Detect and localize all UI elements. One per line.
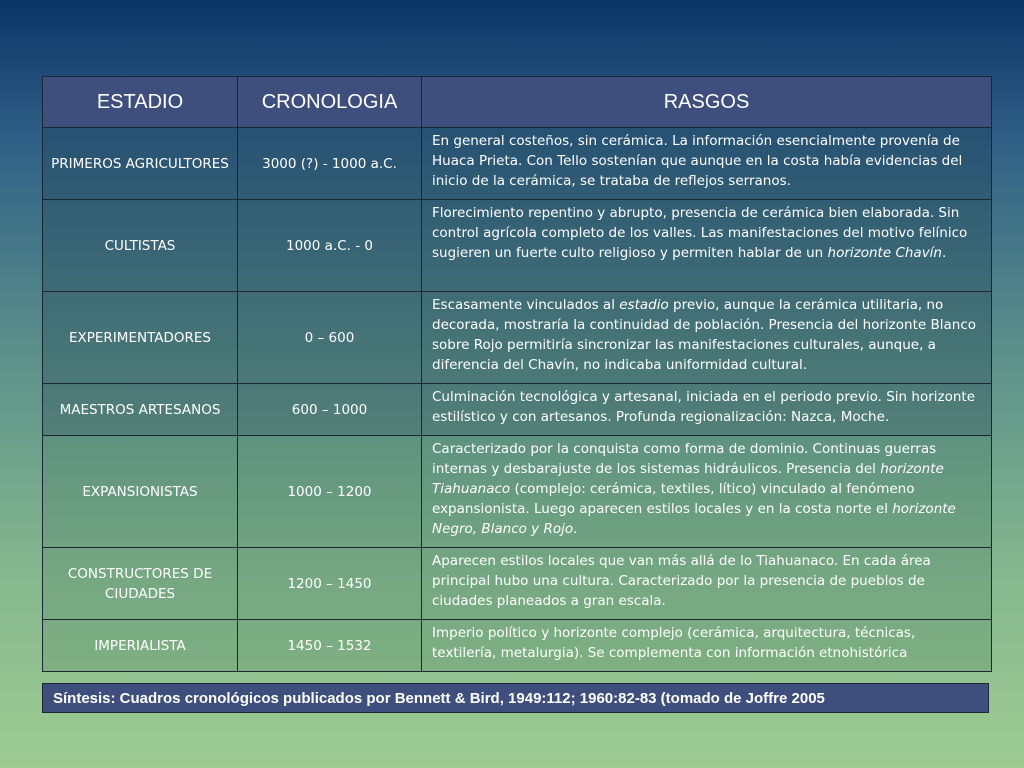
traits-text: Aparecen estilos locales que van más allá de lo Tiahuanaco. En cada área principal hubo una cultura. Caracterizado por la presencia de pueblos de ciudades planeados a gran escala.: [432, 553, 931, 609]
header-chronology: CRONOLOGIA: [238, 77, 422, 128]
traits-text: Escasamente vinculados al: [432, 297, 620, 313]
traits-text: Culminación tecnológica y artesanal, iniciada en el periodo previo. Sin horizonte estilístico y con artesanos. Profunda regionalización: Nazca, Moche.: [432, 389, 976, 425]
traits-text: .: [942, 245, 947, 261]
traits-cell: [422, 384, 992, 436]
stage-cell: CONSTRUCTORES DE CIUDADES: [43, 548, 238, 620]
traits-text: .: [573, 521, 578, 537]
stage-cell: EXPERIMENTADORES: [43, 292, 238, 384]
traits-cell: [422, 620, 992, 672]
stage-cell: PRIMEROS AGRICULTORES: [43, 128, 238, 200]
chronology-table: [42, 76, 992, 672]
synthesis-footer: Síntesis: Cuadros cronológicos publicados por Bennett & Bird, 1949:112; 1960:82-83 (tomado de Joffre 2005: [42, 683, 989, 713]
traits-cell: [422, 292, 992, 384]
traits-text: Florecimiento repentino y abrupto, presencia de cerámica bien elaborada. Sin control agrícola completo de los valles. Las manifestaciones del motivo felínico sugieren un fuerte culto religioso y permiten hablar de un: [432, 205, 968, 261]
table-row: [43, 384, 992, 436]
chronology-cell: 1000 – 1200: [238, 436, 422, 548]
traits-text: Imperio político y horizonte complejo (cerámica, arquitectura, técnicas, textilería, metalurgia). Se complementa con información etnohistórica: [432, 625, 916, 661]
chronology-cell: 1450 – 1532: [238, 620, 422, 672]
header-row: [43, 77, 992, 128]
table-row: [43, 436, 992, 548]
traits-cell: [422, 436, 992, 548]
traits-italic-text: horizonte Negro, Blanco y Rojo: [432, 501, 956, 537]
stage-cell: MAESTROS ARTESANOS: [43, 384, 238, 436]
traits-text: (complejo: cerámica, textiles, lítico) vinculado al fenómeno expansionista. Luego aparecen estilos locales y en la costa norte el: [432, 481, 915, 517]
header-traits: RASGOS: [422, 77, 992, 128]
traits-text: En general costeños, sin cerámica. La información esencialmente provenía de Huaca Prieta. Con Tello sostenían que aunque en la costa había evidencias del inicio de la cerámica, se trataba de reflejos serranos.: [432, 133, 963, 189]
table-row: [43, 548, 992, 620]
chronology-cell: 1000 a.C. - 0: [238, 200, 422, 292]
traits-italic-text: horizonte Chavín: [827, 245, 942, 261]
header-stage: ESTADIO: [43, 77, 238, 128]
traits-cell: [422, 128, 992, 200]
traits-italic-text: estadio: [619, 297, 669, 313]
table-row: [43, 128, 992, 200]
traits-italic-text: horizonte Tiahuanaco: [432, 461, 944, 497]
table-row: [43, 200, 992, 292]
table-row: [43, 620, 992, 672]
chronology-cell: 0 – 600: [238, 292, 422, 384]
chronology-cell: 3000 (?) - 1000 a.C.: [238, 128, 422, 200]
stage-cell: CULTISTAS: [43, 200, 238, 292]
stage-cell: EXPANSIONISTAS: [43, 436, 238, 548]
traits-cell: [422, 548, 992, 620]
chronology-cell: 1200 – 1450: [238, 548, 422, 620]
traits-text: Caracterizado por la conquista como forma de dominio. Continuas guerras internas y desbarajuste de los sistemas hidráulicos. Presencia del: [432, 441, 937, 477]
stage-cell: IMPERIALISTA: [43, 620, 238, 672]
traits-text: previo, aunque la cerámica utilitaria, no decorada, mostraría la continuidad de población. Presencia del horizonte Blanco sobre Rojo permitiría sincronizar las manifestaciones culturales, aunque, a diferencia del Chavín, no indicaba uniformidad cultural.: [432, 297, 976, 373]
traits-cell: [422, 200, 992, 292]
chronology-cell: 600 – 1000: [238, 384, 422, 436]
table-row: [43, 292, 992, 384]
